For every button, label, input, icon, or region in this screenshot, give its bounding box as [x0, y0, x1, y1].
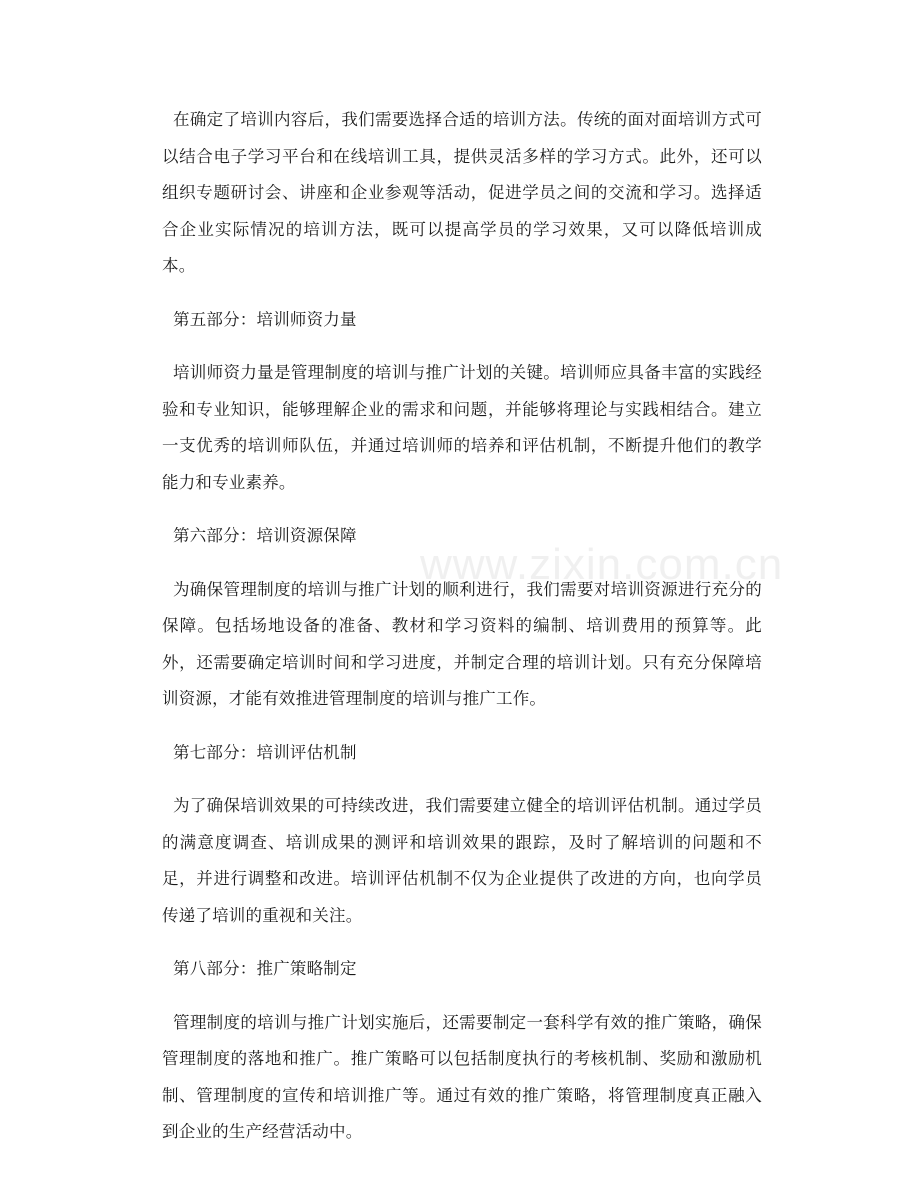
paragraph-trainer-resources: 培训师资力量是管理制度的培训与推广计划的关键。培训师应具备丰富的实践经验和专业知识，能够理解企业的需求和问题，并能够将理论与实践相结合。建立一支优秀的培训师队伍，并通过培训师的培养和评估机制，不断提升他们的教学能力和专业素养。: [162, 363, 762, 492]
watermark: www.zixin.com.cn: [420, 540, 784, 589]
section-heading-part-8: 第八部分：推广策略制定: [173, 959, 357, 978]
paragraph-evaluation-mechanism: 为了确保培训效果的可持续改进，我们需要建立健全的培训评估机制。通过学员的满意度调查、培训成果的测评和培训效果的跟踪，及时了解培训的问题和不足，并进行调整和改进。培训评估机制不仅为企业提供了改进的方向，也向学员传递了培训的重视和关注。: [162, 796, 762, 925]
section-heading-part-6: 第六部分：培训资源保障: [173, 526, 357, 545]
paragraph-resource-assurance: 为确保管理制度的培训与推广计划的顺利进行，我们需要对培训资源进行充分的保障。包括场地设备的准备、教材和学习资料的编制、培训费用的预算等。此外，还需要确定培训时间和学习进度，并制定合理的培训计划。只有充分保障培训资源，才能有效推进管理制度的培训与推广工作。: [162, 579, 762, 708]
document-body: [162, 102, 762, 1168]
section-heading-part-5: 第五部分：培训师资力量: [173, 309, 357, 329]
paragraph-promotion-strategy: 管理制度的培训与推广计划实施后，还需要制定一套科学有效的推广策略，确保管理制度的落地和推广。推广策略可以包括制度执行的考核机制、奖励和激励机制、管理制度的宣传和培训推广等。通过有效的推广策略，将管理制度真正融入到企业的生产经营活动中。: [162, 1012, 762, 1141]
paragraph-training-methods: 在确定了培训内容后，我们需要选择合适的培训方法。传统的面对面培训方式可以结合电子学习平台和在线培训工具，提供灵活多样的学习方式。此外，还可以组织专题研讨会、讲座和企业参观等活动，促进学员之间的交流和学习。选择适合企业实际情况的培训方法，既可以提高学员的学习效果，又可以降低培训成本。: [162, 110, 762, 275]
section-heading-part-7: 第七部分：培训评估机制: [173, 742, 357, 762]
